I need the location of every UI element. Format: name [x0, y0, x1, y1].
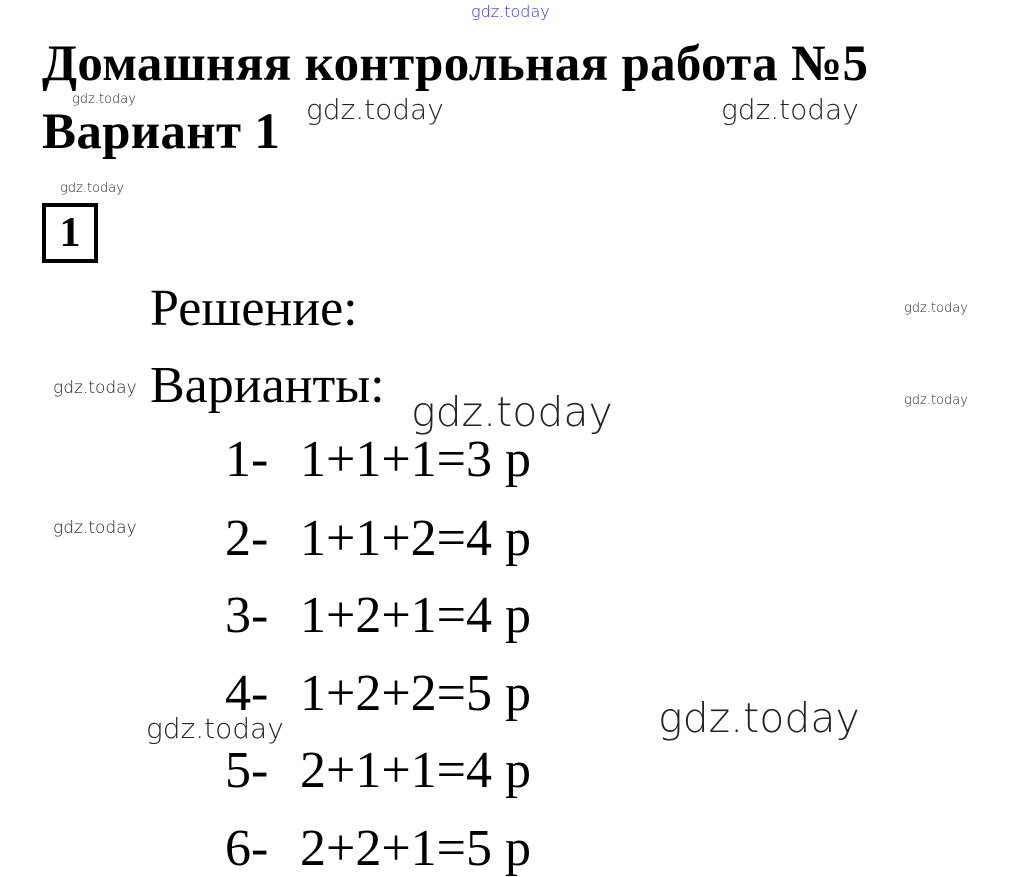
variant-expression: 2+2+1=5 р: [300, 820, 531, 877]
variant-row: [225, 588, 531, 644]
watermark: gdz.today: [53, 378, 137, 398]
variant-expression: 2+1+1=4 р: [300, 742, 531, 799]
watermark: gdz.today: [60, 181, 124, 196]
variant-number: 1-: [225, 431, 269, 488]
variant-row: [225, 821, 531, 877]
watermark: gdz.today: [146, 712, 284, 745]
variant-number: 3-: [225, 587, 269, 644]
variant-heading: Вариант 1: [42, 104, 281, 160]
variant-number: 2-: [225, 510, 269, 567]
watermark: gdz.today: [306, 93, 444, 126]
watermark: gdz.today: [411, 388, 613, 436]
variant-row: [225, 743, 531, 799]
variant-number: 6-: [225, 820, 269, 877]
variant-expression: 1+1+1=3 р: [300, 431, 531, 488]
task-number-box: 1: [42, 203, 98, 263]
variant-row: [225, 432, 531, 488]
watermark: gdz.today: [471, 2, 550, 21]
variant-number: 5-: [225, 742, 269, 799]
variant-expression: 1+1+2=4 р: [300, 510, 531, 567]
watermark: gdz.today: [658, 694, 860, 742]
variant-expression: 1+2+1=4 р: [300, 587, 531, 644]
watermark: gdz.today: [721, 93, 859, 126]
variant-number: 4-: [225, 665, 269, 722]
solution-label: Решение:: [150, 280, 358, 337]
watermark: gdz.today: [904, 301, 968, 316]
variants-label: Варианты:: [150, 357, 385, 414]
variant-row: [225, 511, 531, 567]
watermark: gdz.today: [904, 393, 968, 408]
variant-expression: 1+2+2=5 р: [300, 665, 531, 722]
page-title: Домашняя контрольная работа №5: [42, 36, 869, 92]
watermark: gdz.today: [72, 92, 136, 107]
watermark: gdz.today: [53, 518, 137, 538]
